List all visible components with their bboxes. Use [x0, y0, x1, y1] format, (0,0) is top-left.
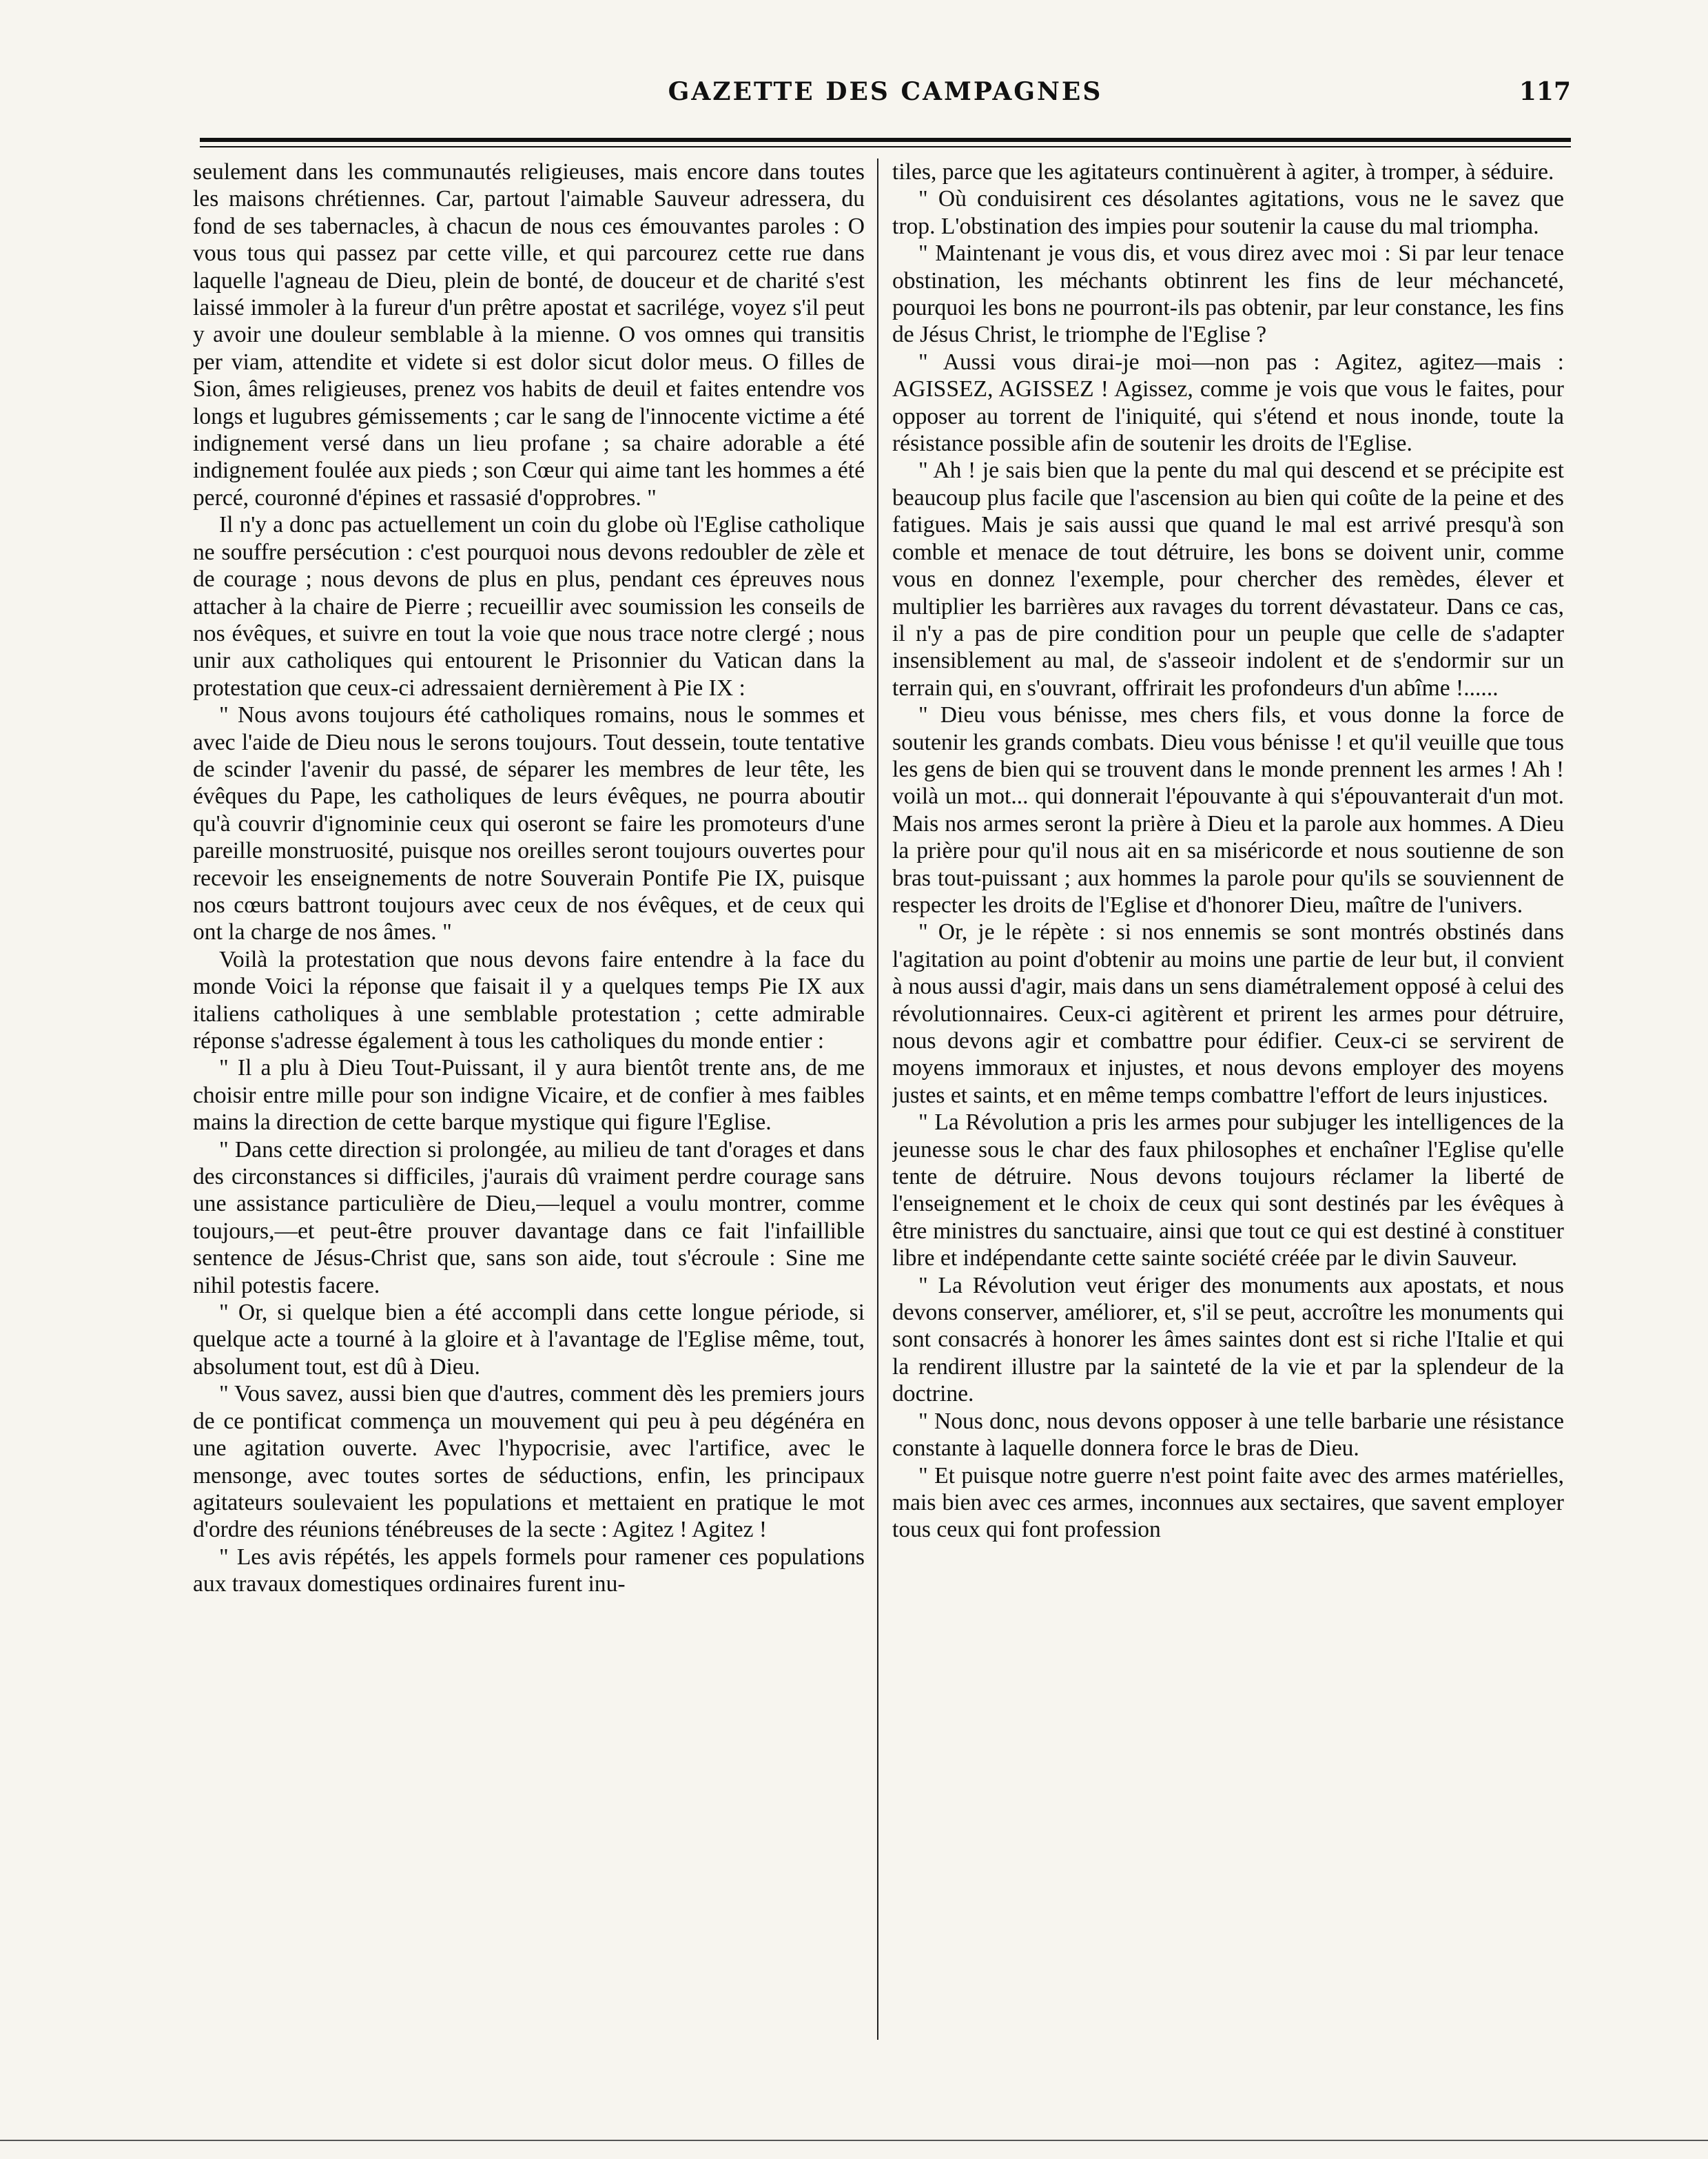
paragraph: " Où conduisirent ces désolantes agitations, vous ne le savez que trop. L'obstination des impies pour soutenir la cause du mal triompha. — [892, 186, 1564, 239]
paragraph: " Dieu vous bénisse, mes chers fils, et vous donne la force de soutenir les grands combats. Dieu vous bénisse ! et qu'il veuille que tous les gens de bien qui se trouvent dans le monde prennent les armes ! Ah ! voilà un mot... qui donnerait l'épouvante à qui s'épouvanterait d'un mot. Mais nos armes seront la prière à Dieu et la parole aux hommes. A Dieu la prière pour qu'il nous ait en sa miséricorde et nous soutienne de son bras tout-puissant ; aux hommes la parole pour qu'ils se souviennent de respecter les droits de l'Eglise et d'honorer Dieu, maître de l'univers. — [892, 702, 1564, 918]
paragraph: " Ah ! je sais bien que la pente du mal qui descend et se précipite est beaucoup plus facile que l'ascension au bien qui coûte de la peine et des fatigues. Mais je sais aussi que quand le mal est arrivé presqu'à son comble et menace de tout détruire, les bons se doivent unir, comme vous en donnez l'exemple, pour chercher des remèdes, élever et multiplier les barrières aux ravages du torrent dévastateur. Dans ce cas, il n'y a pas de pire condition pour un peuple que celle de s'adapter insensiblement au mal, de s'asseoir indolent et de s'endormir sur un terrain qui, en s'ouvrant, offrirait les profondeurs d'un abîme !...... — [892, 458, 1564, 701]
paragraph: seulement dans les communautés religieuses, mais encore dans toutes les maisons chrétiennes. Car, partout l'aimable Sauveur adressera, du fond de ses tabernacles, à chacun de nous ces émouvantes paroles : O vous tous qui passez par cette ville, et qui parcourez cette rue dans laquelle l'agneau de Dieu, plein de bonté, de douceur et de charité s'est laissé immoler à la fureur d'un prêtre apostat et sacrilége, voyez s'il peut y avoir une douleur semblable à la mienne. O vos omnes qui transitis per viam, attendite et videte si est dolor sicut dolor meus. O filles de Sion, âmes religieuses, prenez vos habits de deuil et faites entendre vos longs et lugubres gémissements ; car le sang de l'innocente victime a été indignement versé dans un lieu profane ; sa chaire adorable a été indignement foulée aux pieds ; son Cœur qui aime tant les hommes a été percé, couronné d'épines et rassasié d'opprobres. " — [193, 159, 865, 511]
paragraph: " Maintenant je vous dis, et vous direz avec moi : Si par leur tenace obstination, les méchants obtinrent les fins de leur méchanceté, pourquoi les bons ne pourront-ils pas obtenir, par leur constance, les fins de Jésus Christ, le triomphe de l'Eglise ? — [892, 241, 1564, 348]
page-header — [200, 77, 1571, 119]
left-column — [193, 158, 865, 2040]
paragraph: " Dans cette direction si prolongée, au milieu de tant d'orages et dans des circonstances si difficiles, j'aurais dû vraiment perdre courage sans une assistance particulière de Dieu,—lequel a voulu montrer, comme toujours,—et peut-être prouver davantage dans ce fait l'infaillible sentence de Jésus-Christ que, sans son aide, tout s'écroule : Sine me nihil potestis facere. — [193, 1136, 865, 1298]
paragraph: " Les avis répétés, les appels formels pour ramener ces populations aux travaux domestiques ordinaires furent inu- — [193, 1544, 865, 1597]
page-number: 117 — [1519, 77, 1571, 106]
paragraph: " Il a plu à Dieu Tout-Puissant, il y aura bientôt trente ans, de me choisir entre mille pour son indigne Vicaire, et de confier à mes faibles mains la direction de cette barque mystique qui figure l'Eglise. — [193, 1055, 865, 1136]
header-rule-thin — [200, 146, 1571, 147]
paragraph: " Or, si quelque bien a été accompli dans cette longue période, si quelque acte a tourné à la gloire et à l'avantage de l'Eglise même, tout, absolument tout, est dû à Dieu. — [193, 1300, 865, 1380]
paragraph: " Et puisque notre guerre n'est point faite avec des armes matérielles, mais bien avec ces armes, inconnues aux sectaires, que savent employer tous ceux qui font profession — [892, 1462, 1564, 1543]
paragraph: " La Révolution a pris les armes pour subjuger les intelligences de la jeunesse sous le char des faux philosophes et enchaîner l'Eglise qu'elle tente de détruire. Nous devons toujours réclamer la liberté de l'enseignement et le choix de ceux qui sont destinés par les évêques à être ministres du sanctuaire, ainsi que tout ce qui est destiné à constituer libre et indépendante cette sainte société créée par le divin Sauveur. — [892, 1109, 1564, 1271]
paragraph: " Aussi vous dirai-je moi—non pas : Agitez, agitez—mais : AGISSEZ, AGISSEZ ! Agissez, comme je vois que vous le faites, pour opposer au torrent de l'iniquité, qui s'étend et nous inonde, toute la résistance possible afin de soutenir les droits de l'Eglise. — [892, 349, 1564, 457]
column-divider — [877, 158, 878, 2040]
paragraph: " Nous avons toujours été catholiques romains, nous le sommes et avec l'aide de Dieu nous le serons toujours. Tout dessein, toute tentative de scinder l'avenir du passé, de séparer les membres de leur tête, les évêques du Pape, les catholiques de leurs évêques, ne pourra aboutir qu'à couvrir d'ignominie ceux qui oseront se faire les promoteurs d'une pareille monstruosité, puisque nos oreilles seront toujours ouvertes pour recevoir les enseignements de notre Souverain Pontife Pie IX, puisque nos cœurs battront toujours avec ceux de nos évêques, et de ceux qui ont la charge de nos âmes. " — [193, 702, 865, 945]
right-column — [892, 158, 1564, 2040]
paragraph: " Nous donc, nous devons opposer à une telle barbarie une résistance constante à laquelle donnera force le bras de Dieu. — [892, 1408, 1564, 1462]
journal-title: GAZETTE DES CAMPAGNES — [668, 77, 1103, 106]
paragraph: " La Révolution veut ériger des monuments aux apostats, et nous devons conserver, améliorer, et, s'il se peut, accroître les monuments qui sont consacrés à honorer les âmes saintes dont est si riche l'Italie et qui la rendirent illustre par la sainteté de la vie et par la splendeur de la doctrine. — [892, 1272, 1564, 1407]
paragraph: " Or, je le répète : si nos ennemis se sont montrés obstinés dans l'agitation au point d'obtenir au moins une partie de leur but, il convient à nous aussi d'agir, mais dans un sens diamétralement opposé à celui des révolutionnaires. Ceux-ci agitèrent et prirent les armes pour détruire, nous devons agir et combattre pour édifier. Ceux-ci se servirent de moyens immoraux et injustes, et nous devons employer des moyens justes et saints, et en même temps combattre l'effort de leurs injustices. — [892, 919, 1564, 1108]
paragraph: tiles, parce que les agitateurs continuèrent à agiter, à tromper, à séduire. — [892, 159, 1554, 185]
paragraph: Voilà la protestation que nous devons faire entendre à la face du monde Voici la réponse que faisait il y a quelques temps Pie IX aux italiens catholiques à une semblable protestation ; cette admirable réponse s'adresse également à tous les catholiques du monde entier : — [193, 946, 865, 1054]
paragraph: Il n'y a donc pas actuellement un coin du globe où l'Eglise catholique ne souffre persécution : c'est pourquoi nous devons redoubler de zèle et de courage ; nous devons de plus en plus, pendant ces épreuves nous attacher à la chaire de Pierre ; recueillir avec soumission les conseils de nos évêques, et suivre en tout la voie que nous trace notre clergé ; nous unir aux catholiques qui entourent le Prisonnier du Vatican dans la protestation que ceux-ci adressaient dernièrement à Pie IX : — [193, 512, 865, 701]
header-rule-thick — [200, 138, 1571, 142]
paragraph: " Vous savez, aussi bien que d'autres, comment dès les premiers jours de ce pontificat commença un mouvement qui peu à peu dégénéra en une agitation ouverte. Avec l'hypocrisie, avec l'artifice, avec le mensonge, avec toutes sortes de séductions, enfin, les principaux agitateurs soulevaient les populations et mettaient en pratique le mot d'ordre des réunions ténébreuses de la secte : Agitez ! Agitez ! — [193, 1381, 865, 1543]
footer-rule — [0, 2140, 1708, 2141]
